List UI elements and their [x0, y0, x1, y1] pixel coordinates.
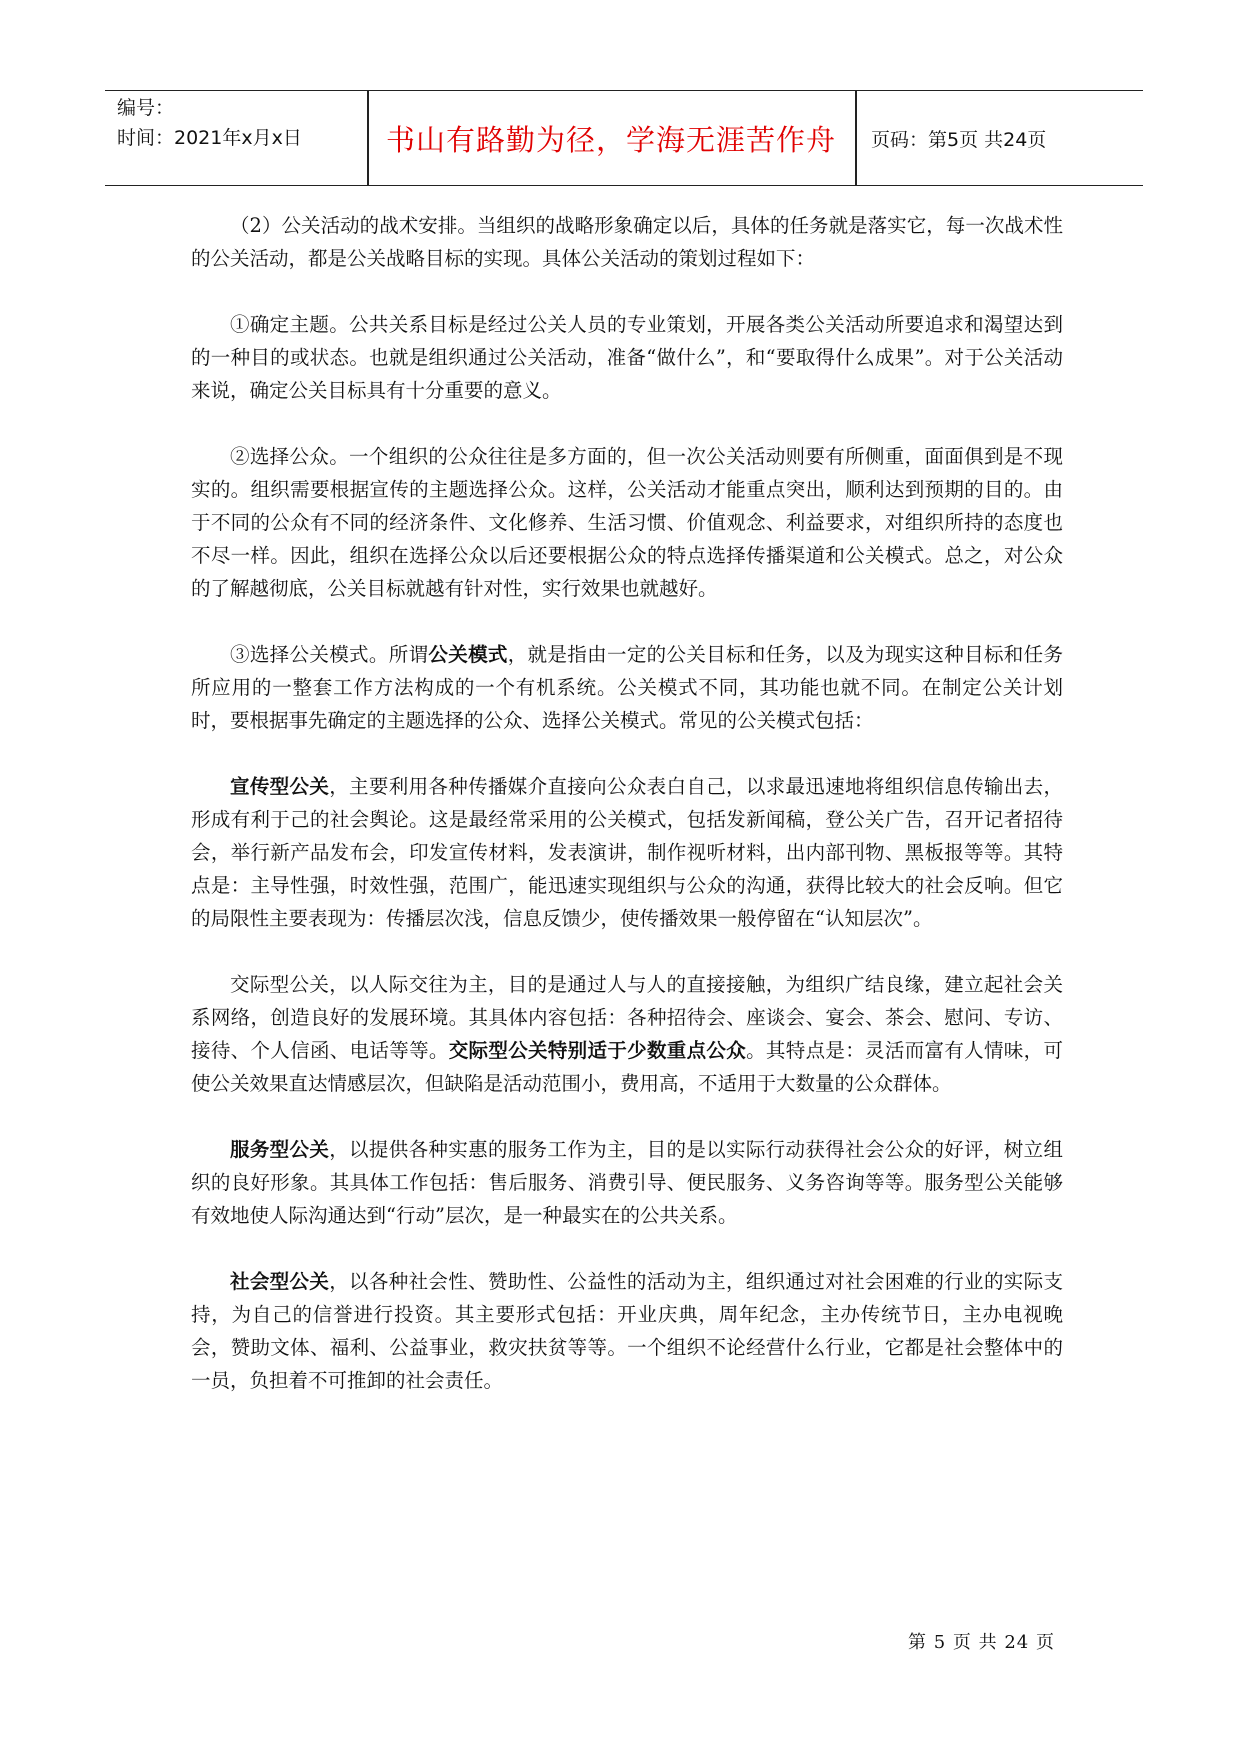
paragraph-public [191, 440, 1063, 605]
bold-term: 社会型公关 [230, 1270, 330, 1293]
paragraph-society [191, 1265, 1063, 1397]
header-meta [117, 93, 302, 153]
header-page-info: 页码：第5页 共24页 [871, 128, 1047, 151]
paragraph-text: ，就是指由一定的公关目标和任务，以及为现实这种目标和任务所应用的一整套工作方法构成的一个有机系统。公关模式不同，其功能也就不同。在制定公关计划时，要根据事先确定的主题选择的公众、选择公关模式。常见的公关模式包括： [191, 643, 1063, 732]
paragraph-text: ③选择公关模式。所谓 [230, 643, 429, 666]
paragraph-text: 交际型公关，以人际交往为主，目的是通过人与人的直接接触，为组织广结良缘，建立起社会关系网络，创造良好的发展环境。其具体内容包括：各种招待会、座谈会、宴会、茶会、慰问、专访、接待、个人信函、电话等等。 [191, 973, 1063, 1062]
paragraph-mode [191, 638, 1063, 737]
paragraph-tactics [191, 209, 1063, 275]
paragraph-text: ，以各种社会性、赞助性、公益性的活动为主，组织通过对社会困难的行业的实际支持，为自己的信誉进行投资。其主要形式包括：开业庆典，周年纪念，主办传统节日，主办电视晚会，赞助文体、福利、公益事业，救灾扶贫等等。一个组织不论经营什么行业，它都是社会整体中的一员，负担着不可推卸的社会责任。 [191, 1270, 1063, 1392]
bold-term: 服务型公关 [230, 1138, 330, 1161]
paragraph-text: 。其特点是：灵活而富有人情味，可使公关效果直达情感层次，但缺陷是活动范围小，费用高，不适用于大数量的公众群体。 [191, 1039, 1063, 1095]
paragraph-text: ，主要利用各种传播媒介直接向公众表白自己，以求最迅速地将组织信息传输出去，形成有利于己的社会舆论。这是最经常采用的公关模式，包括发新闻稿，登公关广告，召开记者招待会，举行新产品发布会，印发宣传材料，发表演讲，制作视听材料，出内部刊物、黑板报等等。其特点是：主导性强，时效性强，范围广，能迅速实现组织与公众的沟通，获得比较大的社会反响。但它的局限性主要表现为：传播层次浅，信息反馈少，使传播效果一般停留在“认知层次”。 [191, 775, 1063, 930]
paragraph-publicity [191, 770, 1063, 935]
paragraph-text: ②选择公众。一个组织的公众往往是多方面的，但一次公关活动则要有所侧重，面面俱到是不现实的。组织需要根据宣传的主题选择公众。这样，公关活动才能重点突出，顺利达到预期的目的。由于不同的公众有不同的经济条件、文化修养、生活习惯、价值观念、利益要求，对组织所持的态度也不尽一样。因此，组织在选择公众以后还要根据公众的特点选择传播渠道和公关模式。总之，对公众的了解越彻底，公关目标就越有针对性，实行效果也就越好。 [191, 445, 1063, 600]
document-body [191, 209, 1063, 1430]
bold-term: 交际型公关特别适于少数重点公众 [448, 1039, 747, 1062]
number-label: 编号： [117, 97, 175, 119]
paragraph-social-contact [191, 968, 1063, 1100]
bold-term: 宣传型公关 [230, 775, 330, 798]
paragraph-text: ，以提供各种实惠的服务工作为主，目的是以实际行动获得社会公众的好评，树立组织的良好形象。其具体工作包括：售后服务、消费引导、便民服务、义务咨询等等。服务型公关能够有效地使人际沟通达到“行动”层次，是一种最实在的公共关系。 [191, 1138, 1063, 1227]
header-divider-right [855, 91, 857, 185]
time-label: 时间：2021年x月x日 [117, 127, 302, 149]
paragraph-text: ①确定主题。公共关系目标是经过公关人员的专业策划，开展各类公关活动所要追求和渴望达到的一种目的或状态。也就是组织通过公关活动，准备“做什么”，和“要取得什么成果”。对于公关活动来说，确定公关目标具有十分重要的意义。 [191, 313, 1063, 402]
paragraph-text: （2）公关活动的战术安排。当组织的战略形象确定以后，具体的任务就是落实它，每一次战术性的公关活动，都是公关战略目标的实现。具体公关活动的策划过程如下： [191, 214, 1063, 270]
header-slogan: 书山有路勤为径，学海无涯苦作舟 [385, 122, 836, 157]
page-header [105, 90, 1143, 186]
bold-term: 公关模式 [428, 643, 508, 666]
paragraph-service [191, 1133, 1063, 1232]
paragraph-theme [191, 308, 1063, 407]
page-footer: 第 5 页 共 24 页 [908, 1632, 1055, 1653]
